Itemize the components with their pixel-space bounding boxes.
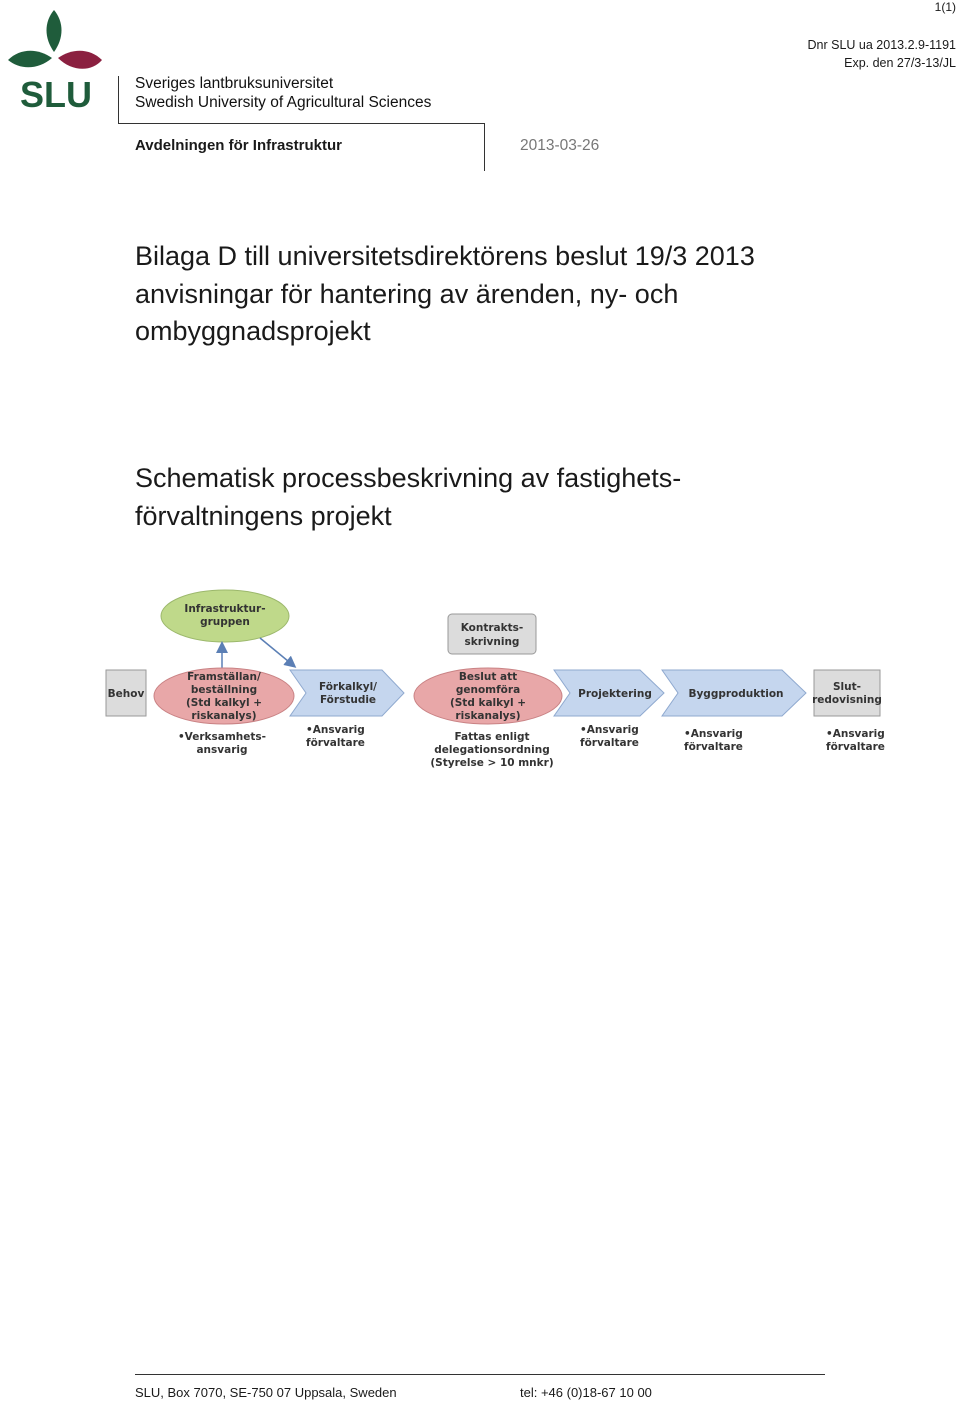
section-heading: Schematisk processbeskrivning av fastighets- förvaltningens projekt <box>135 463 682 531</box>
slutredovisning-line1: Slut- <box>832 681 862 693</box>
contract-line1: Kontrakts- <box>460 622 524 634</box>
department-name: Avdelningen för Infrastruktur <box>135 137 342 154</box>
note-projektering-line2: förvaltare <box>580 737 639 749</box>
footer-phone: tel: +46 (0)18-67 10 00 <box>520 1385 652 1400</box>
beslut-line1: Beslut att <box>458 671 518 683</box>
university-name-sv: Sveriges lantbruksuniversitet <box>135 75 334 92</box>
document-date: 2013-03-26 <box>520 137 600 154</box>
forkalkyl-chevron <box>290 670 404 716</box>
footer-divider <box>135 1374 825 1375</box>
framstallan-line1: Framställan/ <box>187 671 261 683</box>
note-bygg-line1: •Ansvarig <box>684 728 743 740</box>
contract-line2: skrivning <box>464 636 520 648</box>
note-beslut-line3: (Styrelse > 10 mnkr) <box>430 757 554 769</box>
projektering-label: Projektering <box>578 688 652 700</box>
slutredovisning-line2: redovisning <box>812 694 882 706</box>
logo-leaf-left <box>8 51 52 68</box>
note-projektering-line1: •Ansvarig <box>580 724 639 736</box>
page-number: 1(1) <box>934 0 956 14</box>
infra-group-line1: Infrastruktur- <box>184 603 266 615</box>
byggproduktion-label: Byggproduktion <box>688 688 784 700</box>
footer-address: SLU, Box 7070, SE-750 07 Uppsala, Sweden <box>135 1385 397 1400</box>
forkalkyl-line1: Förkalkyl/ <box>318 681 378 693</box>
university-name <box>135 74 431 112</box>
header-divider-date <box>484 123 485 171</box>
contract-box <box>448 614 536 654</box>
logo-text: SLU <box>20 74 92 112</box>
header-divider-horizontal <box>118 123 485 124</box>
slu-logo <box>6 8 106 112</box>
note-forkalkyl-line1: •Ansvarig <box>306 724 365 736</box>
logo-leaf-top <box>47 10 62 52</box>
note-beslut-line1: Fattas enligt <box>454 731 530 743</box>
logo-leaf-right <box>58 51 102 69</box>
beslut-line2: genomföra <box>455 684 521 696</box>
slutredovisning-box <box>814 670 880 716</box>
note-slut-line1: •Ansvarig <box>826 728 885 740</box>
arrow-down <box>260 638 294 666</box>
note-beslut-line2: delegationsordning <box>434 744 550 756</box>
dnr-text: Dnr SLU ua 2013.2.9-1191 <box>807 38 956 52</box>
framstallan-line3: (Std kalkyl + <box>185 697 263 709</box>
beslut-line3: (Std kalkyl + <box>449 697 527 709</box>
header-divider-vertical <box>118 76 119 124</box>
beslut-line4: riskanalys) <box>455 710 521 722</box>
exp-text: Exp. den 27/3-13/JL <box>844 56 956 70</box>
framstallan-line4: riskanalys) <box>191 710 257 722</box>
framstallan-line2: beställning <box>190 684 258 696</box>
university-name-en: Swedish University of Agricultural Sciences <box>135 94 432 111</box>
behov-label: Behov <box>107 688 145 700</box>
note-forkalkyl-line2: förvaltare <box>306 737 365 749</box>
reference-block <box>808 36 956 72</box>
note-verksamhet-line2: ansvarig <box>196 744 248 756</box>
process-diagram <box>100 582 890 778</box>
note-bygg-line2: förvaltare <box>684 741 743 753</box>
forkalkyl-line2: Förstudie <box>319 694 377 706</box>
infra-group-line2: gruppen <box>200 616 250 628</box>
document-title: Bilaga D till universitetsdirektörens beslut 19/3 2013 anvisningar för hantering av ärenden, ny- och ombyggnadsprojekt <box>135 241 755 346</box>
note-slut-line2: förvaltare <box>826 741 885 753</box>
note-verksamhet-line1: •Verksamhets- <box>177 731 267 743</box>
